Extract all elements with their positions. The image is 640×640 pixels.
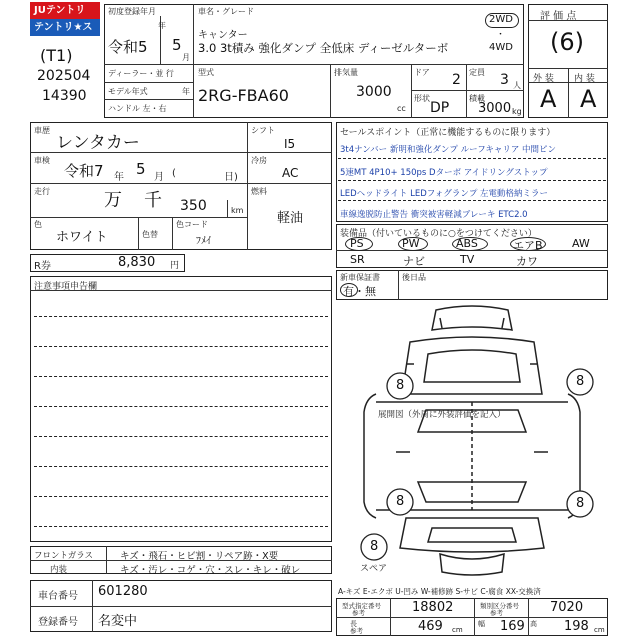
dealer-label: ディーラー・並 行 <box>108 69 174 78</box>
equip-navi: ナビ <box>403 255 425 268</box>
diagram-score-rear-right: 8 <box>576 496 585 511</box>
windshield-value: キズ・飛石・ヒビ割・リペア跡・X要 <box>120 551 279 562</box>
fuel-label: 燃料 <box>251 187 267 196</box>
mileage-value: 350 <box>180 198 207 214</box>
selling-point-line: 5速MT 4P10+ 150ps Dターボ アイドリングストップ <box>340 168 548 178</box>
spare-label: スペア <box>360 564 388 574</box>
capacity-value: 3 <box>500 72 509 88</box>
displacement-unit: cc <box>397 104 406 113</box>
equip-leather: カワ <box>516 255 538 268</box>
grade: 3.0 3t積み 強化ダンプ 全低床 ディーゼルターボ <box>198 41 449 55</box>
notes-title: 注意事項申告欄 <box>34 282 98 292</box>
auction-date: 202504 <box>37 68 91 84</box>
model-year-label: モデル年式 <box>108 87 148 96</box>
drive-4wd: 4WD <box>489 42 513 53</box>
load-value: 3000 <box>478 101 512 116</box>
inspection-month: 5 <box>136 160 146 178</box>
lot-number: 14390 <box>42 88 87 104</box>
equip-pw: PW <box>402 237 420 250</box>
type-value: 2RG-FBA60 <box>198 86 289 105</box>
length-value: 469 <box>418 619 443 634</box>
equip-airbag: エアB <box>513 239 543 252</box>
width-value: 169 <box>500 619 525 634</box>
load-unit: kg <box>512 107 522 116</box>
inspection-day-open: ( <box>172 168 176 179</box>
interior-value: A <box>580 85 597 113</box>
car-name: キャンター <box>198 30 248 41</box>
color-label: 色 <box>34 220 42 229</box>
spare-tire-score: 8 <box>370 539 379 554</box>
class-value: 7020 <box>550 600 584 615</box>
type-label: 型式 <box>198 68 214 77</box>
type-cert-ref: 参考 <box>352 609 365 617</box>
registration-label: 登録番号 <box>38 617 78 628</box>
shift-label: シフト <box>251 126 275 135</box>
inspection-month-unit: 月 <box>154 172 164 183</box>
diagram-score-rear-left: 8 <box>396 494 405 509</box>
color-code-label: 色コード <box>176 220 208 229</box>
windshield-label: フロントガラス <box>34 551 93 561</box>
length-ref: 参考 <box>350 627 363 635</box>
color-change-label: 色替 <box>142 230 158 239</box>
interior-condition-value: キズ・汚レ・コゲ・穴・スレ・キレ・破レ <box>120 565 301 576</box>
capacity-unit: 人 <box>513 81 521 90</box>
equip-sr: SR <box>350 253 365 266</box>
exterior-label: 外 装 <box>533 74 554 84</box>
chassis-value: 601280 <box>98 584 148 599</box>
interior-label: 内 装 <box>574 74 595 84</box>
length-unit: cm <box>452 626 463 634</box>
recycle-value: 8,830 <box>118 255 156 270</box>
first-reg-era: 令和5 <box>108 38 148 56</box>
selling-point-line: 車線逸脱防止警告 衝突被害軽減ブレーキ ETC2.0 <box>340 210 528 220</box>
capacity-label: 定員 <box>469 68 485 77</box>
mileage-label: 走行 <box>34 187 50 196</box>
diagram-title: 展開図（外周に外装評価を記入） <box>378 410 506 420</box>
history-label: 車歴 <box>34 126 50 135</box>
selling-points-title: セールスポイント（正常に機能するものに限ります） <box>340 128 556 138</box>
selling-point-line: 3t4ナンバー 新明和強化ダンプ ルーフキャリア 中間ピン <box>340 145 557 155</box>
new-warranty-label: 新車保証書 <box>340 273 380 282</box>
post-items-label: 後日品 <box>402 273 426 282</box>
logo-line2: テントリ★スター <box>30 19 100 36</box>
length-label: 長 <box>350 620 357 628</box>
height-unit: cm <box>594 626 605 634</box>
recycle-unit: 円 <box>170 261 180 271</box>
inspection-label: 車検 <box>34 156 50 165</box>
shift-value: I5 <box>284 137 296 151</box>
logo-line1: JUテントリ <box>30 2 100 19</box>
history-value: レンタカー <box>56 133 140 153</box>
recycle-label: R券 <box>34 261 51 272</box>
displacement-label: 排気量 <box>334 68 358 77</box>
rating-value: (6) <box>550 28 584 56</box>
damage-legend: A-キズ E-エクボ U-凹み W-補修跡 S-サビ C-腐食 XX-交換済 <box>338 587 541 596</box>
ac-value: AC <box>282 166 299 180</box>
diagram-score-front-left: 8 <box>396 378 405 393</box>
equipment-title: 装備品（付いているものに○をつけてください） <box>340 229 537 239</box>
equip-aw: AW <box>572 237 590 250</box>
type-cert-label: 型式指定番号 <box>342 602 381 610</box>
mileage-sen: 千 <box>144 190 162 211</box>
registration-value: 名変中 <box>98 614 138 629</box>
mileage-unit: km <box>231 206 244 215</box>
equip-tv: TV <box>460 253 475 266</box>
doors-label: ドア <box>414 68 430 77</box>
first-reg-year-unit: 年 <box>158 21 166 30</box>
color-value: ホワイト <box>56 230 108 245</box>
lot-code: (T1) <box>40 46 73 65</box>
displacement-value: 3000 <box>356 84 392 100</box>
new-warranty-value: 有・無 <box>343 285 376 298</box>
model-year-unit: 年 <box>182 87 190 96</box>
ac-label: 冷房 <box>251 156 267 165</box>
shape-value: DP <box>430 100 450 116</box>
auction-logo <box>30 2 100 50</box>
mileage-man: 万 <box>104 190 122 211</box>
exterior-value: A <box>540 85 557 113</box>
color-code-value: ﾌﾒｲ <box>196 236 211 247</box>
diagram-score-front-right: 8 <box>576 374 585 389</box>
interior-condition-label: 内装 <box>50 565 68 575</box>
equip-abs: ABS <box>456 237 478 250</box>
width-label: 幅 <box>478 620 485 628</box>
equip-ps: PS <box>350 237 364 250</box>
first-reg-month-unit: 月 <box>182 53 190 62</box>
inspection-day-close: 日) <box>224 172 238 183</box>
fuel-value: 軽油 <box>277 211 304 226</box>
height-value: 198 <box>564 619 589 634</box>
type-cert-value: 18802 <box>412 600 454 615</box>
class-ref: 参考 <box>490 609 503 617</box>
handle-label: ハンドル 左・右 <box>108 104 167 113</box>
chassis-label: 車台番号 <box>38 591 78 602</box>
first-reg-label: 初度登録年月 <box>108 7 156 16</box>
inspection-year-unit: 年 <box>114 172 124 183</box>
selling-point-line: LEDヘッドライト LEDフォグランプ 左電動格納ミラー <box>340 189 549 199</box>
doors-value: 2 <box>452 72 461 88</box>
name-grade-label: 車名・グレード <box>198 7 254 16</box>
first-reg-month: 5 <box>172 36 182 54</box>
rating-label: 評 価 点 <box>540 11 577 22</box>
height-label: 高 <box>530 620 537 628</box>
shape-label: 形状 <box>414 94 430 103</box>
load-label: 積載 <box>469 94 485 103</box>
inspection-era: 令和7 <box>64 162 104 180</box>
header-box <box>104 4 524 118</box>
class-label: 類別区分番号 <box>480 602 519 610</box>
drive-dot: ・ <box>496 30 506 40</box>
recycle-box <box>30 254 185 272</box>
drive-2wd: 2WD <box>489 14 513 25</box>
